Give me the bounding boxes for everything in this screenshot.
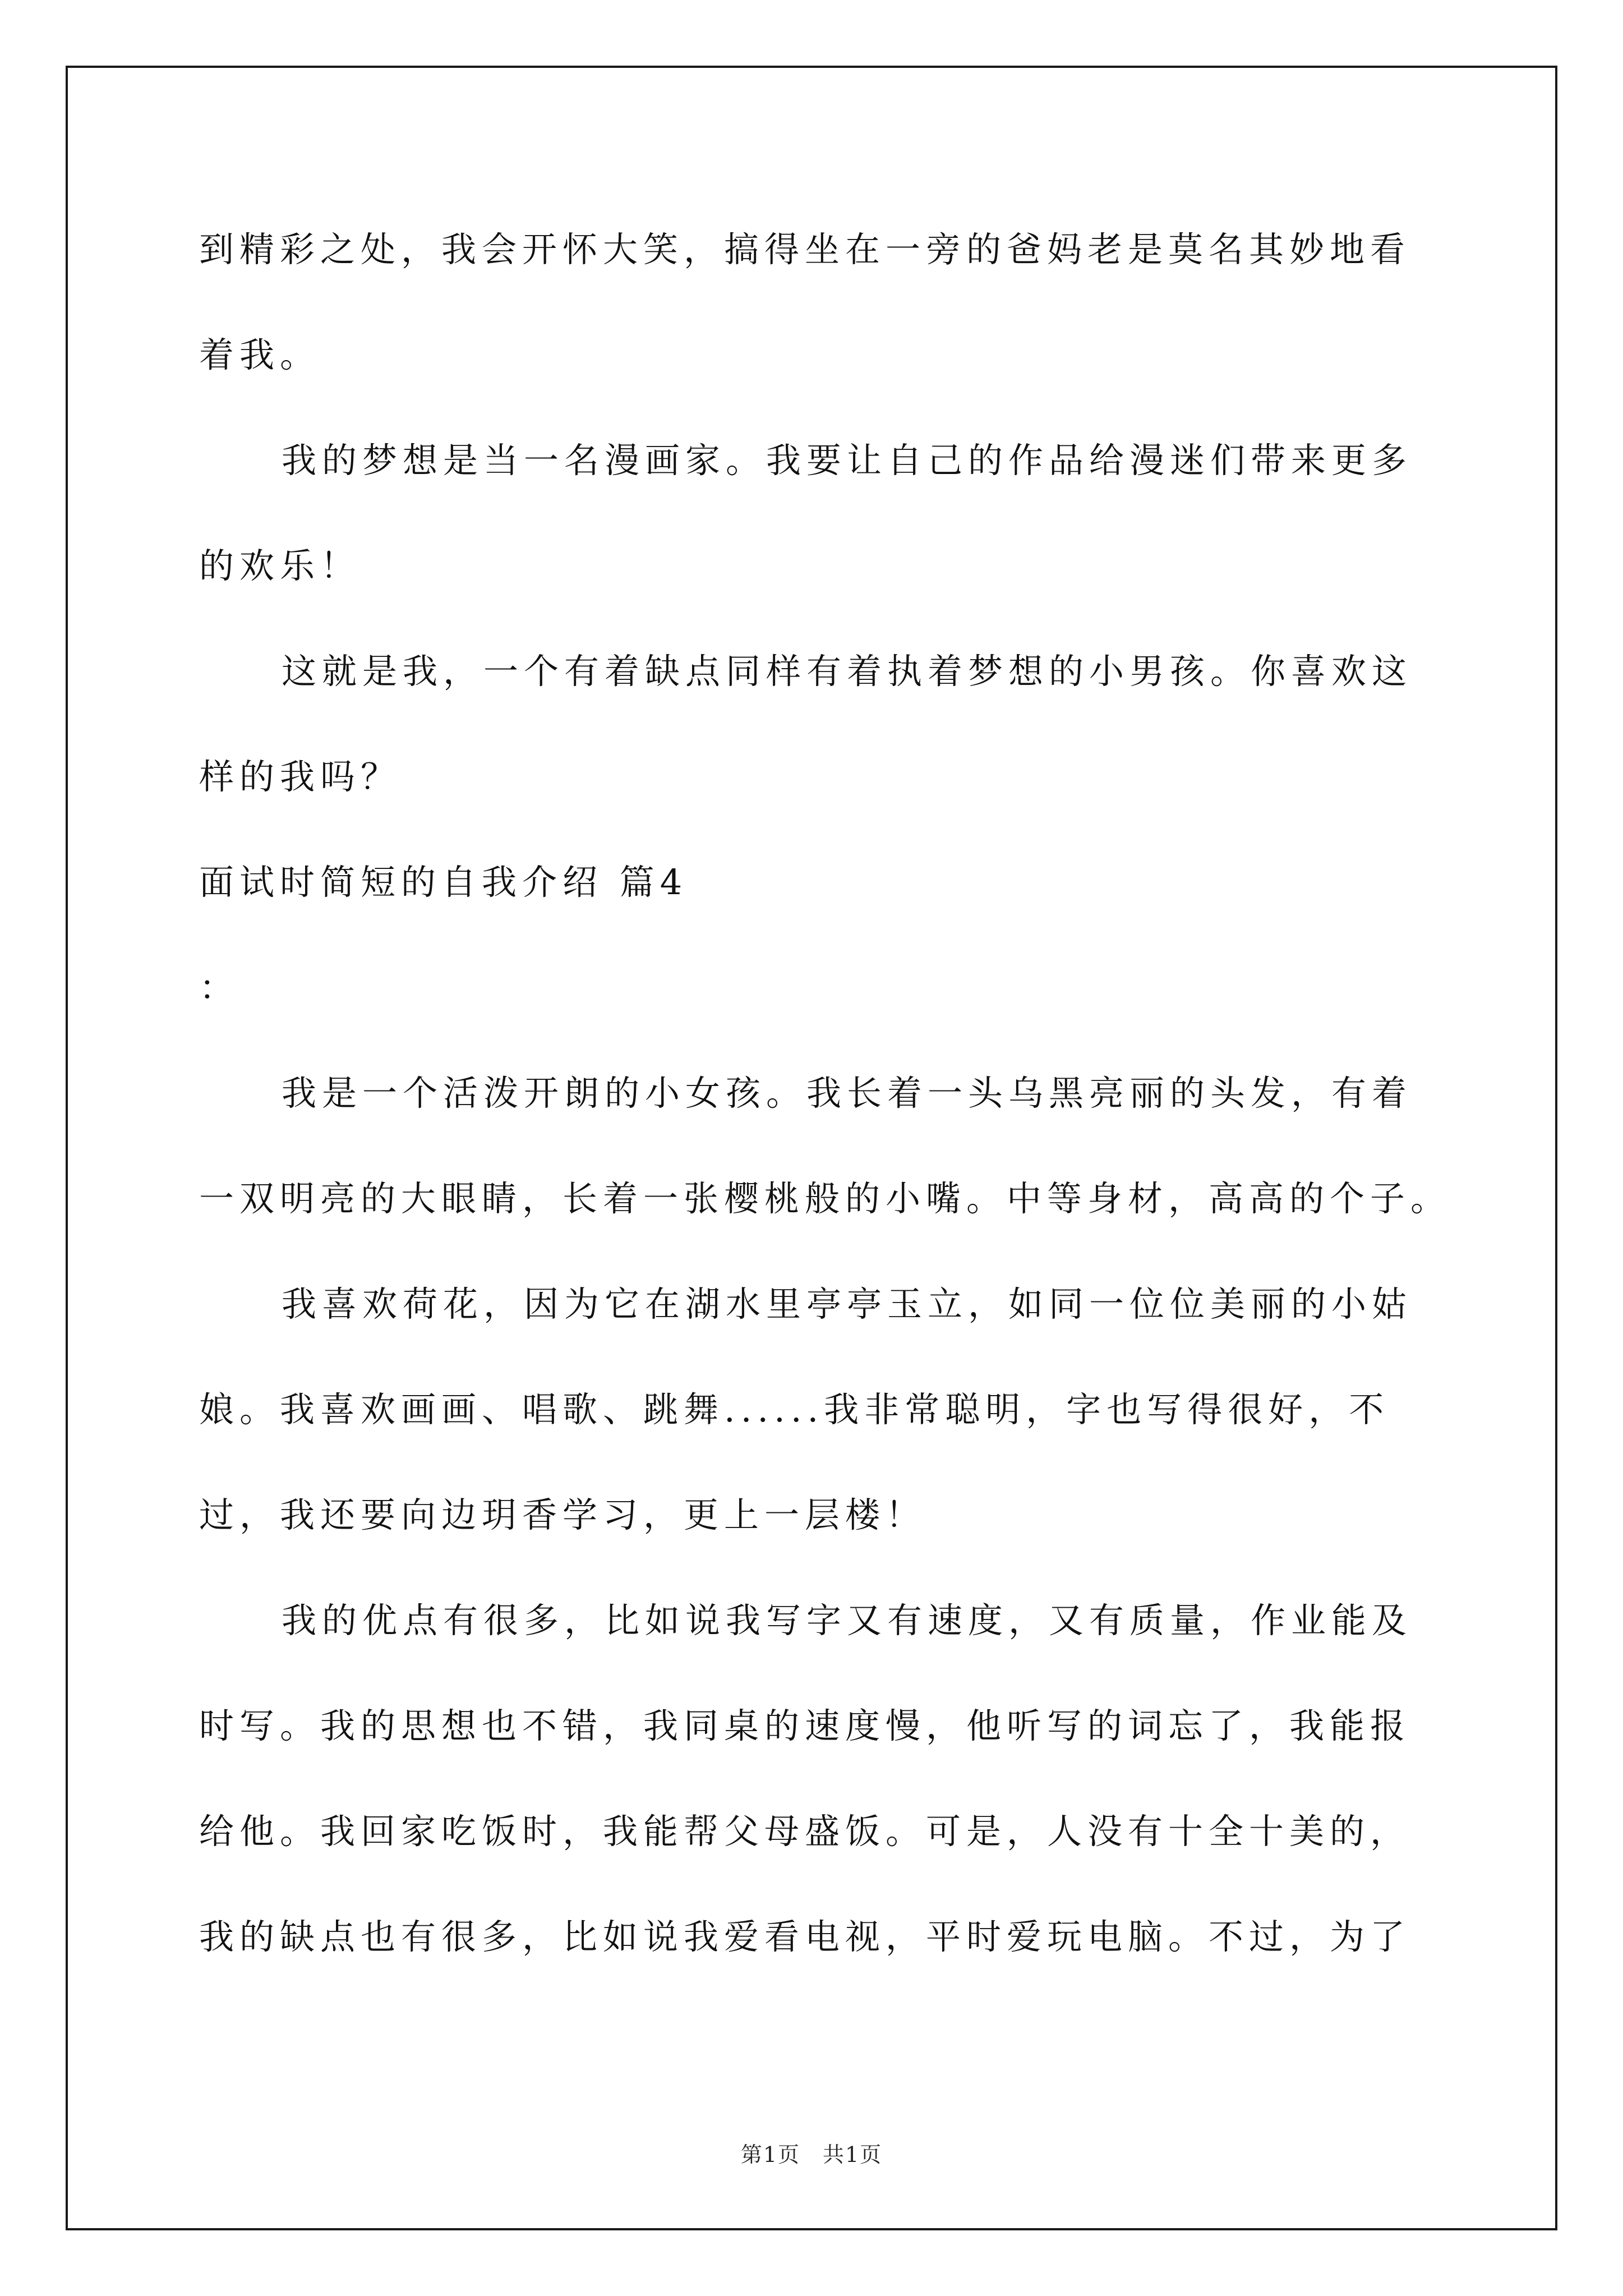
text-line: 我的缺点也有很多，比如说我爱看电视，平时爱玩电脑。不过，为了 [199,1916,1411,1957]
text-line: 到精彩之处，我会开怀大笑，搞得坐在一旁的爸妈老是莫名其妙地看 [199,229,1411,270]
text-line: 我的优点有很多，比如说我写字又有速度，又有质量，作业能及 [282,1600,1413,1641]
text-line: 时写。我的思想也不错，我同桌的速度慢，他听写的词忘了，我能报 [199,1705,1411,1746]
text-line: 的欢乐！ [199,545,361,586]
text-line: 样的我吗？ [199,756,402,797]
text-line: 我喜欢荷花，因为它在湖水里亭亭玉立，如同一位位美丽的小姑 [282,1283,1413,1324]
page-border [66,66,1557,2230]
text-line: 一双明亮的大眼睛，长着一张樱桃般的小嘴。中等身材，高高的个子。 [199,1178,1451,1219]
text-line: 我的梦想是当一名漫画家。我要让自己的作品给漫迷们带来更多 [282,440,1413,481]
text-line: ： [199,967,240,1008]
page-footer: 第1页 共1页 [740,2142,883,2167]
text-line: 给他。我回家吃饭时，我能帮父母盛饭。可是，人没有十全十美的， [199,1811,1411,1852]
text-line: 这就是我，一个有着缺点同样有着执着梦想的小男孩。你喜欢这 [282,651,1413,692]
text-line: 我是一个活泼开朗的小女孩。我长着一头乌黑亮丽的头发，有着 [282,1073,1413,1114]
text-line: 着我。 [199,334,321,375]
text-line: 过，我还要向边玥香学习，更上一层楼！ [199,1494,926,1535]
text-line: 娘。我喜欢画画、唱歌、跳舞......我非常聪明，字也写得很好，不 [199,1389,1390,1430]
section-heading: 面试时简短的自我介绍 篇4 [199,862,688,903]
